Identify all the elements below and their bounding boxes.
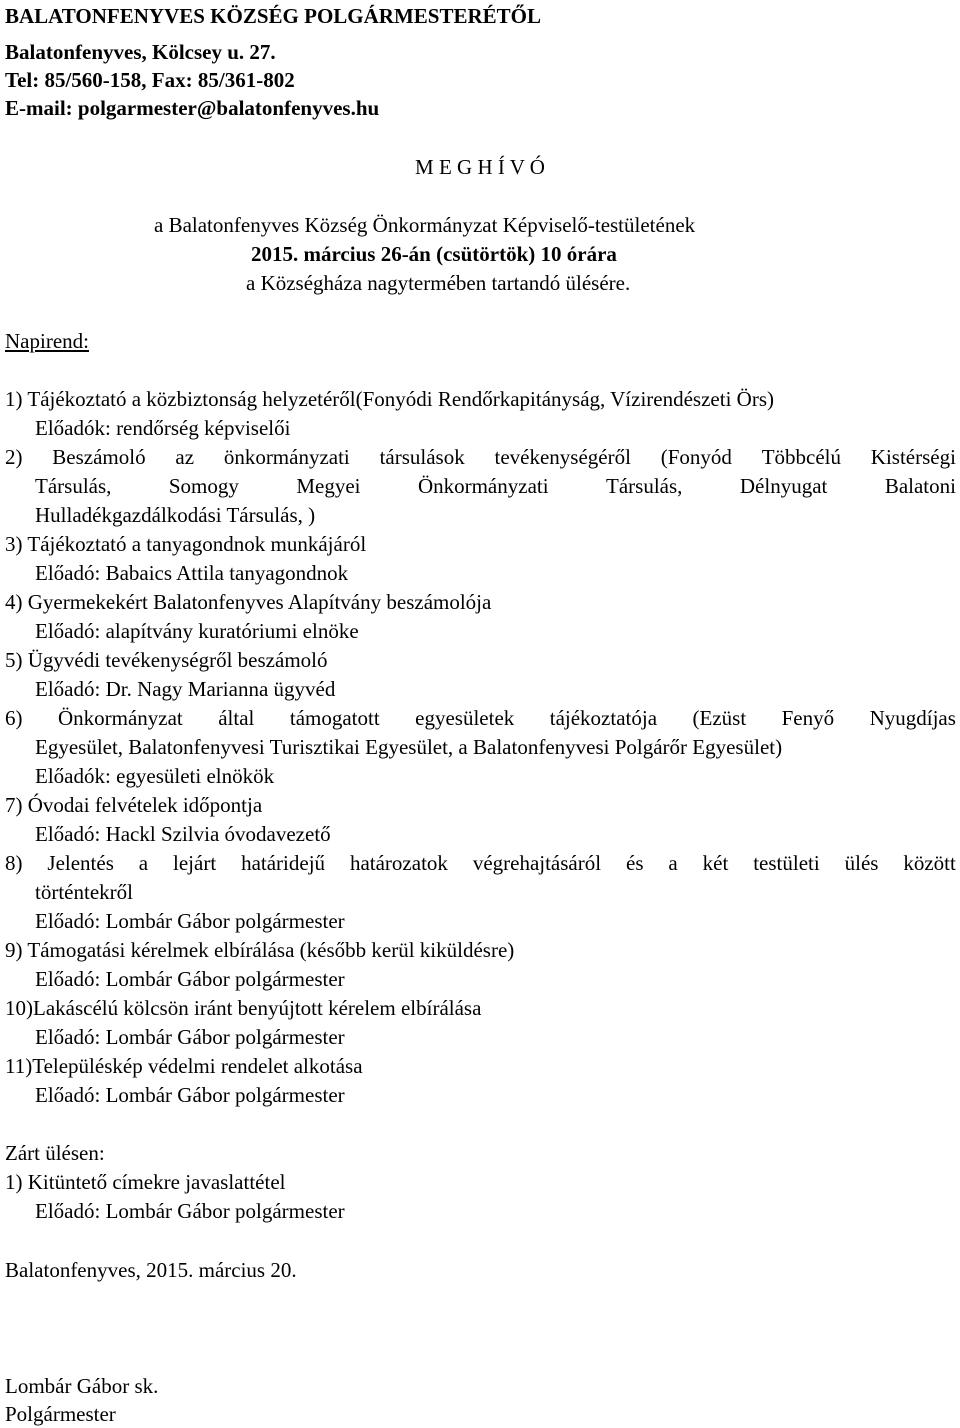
- word: 6): [5, 706, 23, 730]
- word: támogatott: [289, 706, 380, 730]
- word: Társulás,: [35, 474, 112, 498]
- word: Kistérségi: [870, 445, 956, 469]
- closed-session-label: Zárt ülésen:: [5, 1141, 105, 1165]
- intro-line-3: a Községháza nagytermében tartandó ülésére.: [246, 271, 631, 295]
- closed-item-1: 1) Kitüntető címekre javaslattétel: [5, 1170, 286, 1194]
- word: Beszámoló: [52, 445, 146, 469]
- word: az: [175, 445, 195, 469]
- signature-role: Polgármester: [5, 1402, 116, 1426]
- word: lejárt: [173, 851, 217, 875]
- word: két: [702, 851, 729, 875]
- agenda-item-10: 10)Lakáscélú kölcsön iránt benyújtott kérelem elbírálása: [5, 996, 482, 1020]
- agenda-item-2-line-2: [35, 474, 956, 498]
- word: tevékenységéről: [494, 445, 631, 469]
- agenda-item-11-presenter: Előadó: Lombár Gábor polgármester: [35, 1083, 345, 1107]
- word: 2): [5, 445, 23, 469]
- word: (Fonyód: [660, 445, 732, 469]
- word: társulások: [379, 445, 465, 469]
- word: határidejű: [241, 851, 326, 875]
- org-name: BALATONFENYVES KÖZSÉG POLGÁRMESTERÉTŐL: [5, 4, 542, 28]
- agenda-item-4-presenter: Előadó: alapítvány kuratóriumi elnöke: [35, 619, 359, 643]
- agenda-item-7: 7) Óvodai felvételek időpontja: [5, 793, 263, 817]
- agenda-item-11: 11)Településkép védelmi rendelet alkotása: [5, 1054, 363, 1078]
- word: Megyei: [296, 474, 361, 498]
- word: (Ezüst: [692, 706, 747, 730]
- word: Fenyő: [781, 706, 835, 730]
- word: a: [668, 851, 678, 875]
- word: végrehajtásáról: [472, 851, 602, 875]
- agenda-item-5-presenter: Előadó: Dr. Nagy Marianna ügyvéd: [35, 677, 336, 701]
- agenda-item-10-presenter: Előadó: Lombár Gábor polgármester: [35, 1025, 345, 1049]
- word: és: [626, 851, 644, 875]
- agenda-item-6-line-2: Egyesület, Balatonfenyvesi Turisztikai Egyesület, a Balatonfenyvesi Polgárőr Egyesület): [35, 735, 783, 759]
- agenda-item-1-presenter: Előadók: rendőrség képviselői: [35, 416, 291, 440]
- agenda-item-6-line-1: [5, 706, 956, 730]
- email: E-mail: polgarmester@balatonfenyves.hu: [5, 96, 380, 120]
- document-title: M E G H Í V Ó: [415, 155, 545, 179]
- word: Jelentés: [47, 851, 114, 875]
- agenda-item-4: 4) Gyermekekért Balatonfenyves Alapítvány beszámolója: [5, 590, 492, 614]
- word: Önkormányzat: [57, 706, 183, 730]
- agenda-item-9-presenter: Előadó: Lombár Gábor polgármester: [35, 967, 345, 991]
- word: Többcélú: [761, 445, 842, 469]
- word: Nyugdíjas: [869, 706, 956, 730]
- word: testületi: [753, 851, 820, 875]
- word: határozatok: [349, 851, 448, 875]
- address: Balatonfenyves, Kölcsey u. 27.: [5, 40, 276, 64]
- agenda-item-9: 9) Támogatási kérelmek elbírálása (később kerül kiküldésre): [5, 938, 515, 962]
- word: ülés: [844, 851, 879, 875]
- agenda-item-5: 5) Ügyvédi tevékenységről beszámoló: [5, 648, 328, 672]
- agenda-label: Napirend:: [5, 329, 89, 353]
- word: Délnyugat: [739, 474, 828, 498]
- word: Társulás,: [606, 474, 683, 498]
- date-line: Balatonfenyves, 2015. március 20.: [5, 1258, 297, 1282]
- word: között: [903, 851, 956, 875]
- word: 8): [5, 851, 23, 875]
- phone-fax: Tel: 85/560-158, Fax: 85/361-802: [5, 68, 295, 92]
- agenda-item-2-line-3: Hulladékgazdálkodási Társulás, ): [35, 503, 316, 527]
- agenda-item-8-line-2: történtekről: [35, 880, 133, 904]
- agenda-item-6-presenter: Előadók: egyesületi elnökök: [35, 764, 275, 788]
- agenda-item-2-line-1: [5, 445, 956, 469]
- word: Balatoni: [884, 474, 956, 498]
- agenda-item-1: 1) Tájékoztató a közbiztonság helyzetéről(Fonyódi Rendőrkapitányság, Vízirendészeti Örs): [5, 387, 774, 411]
- word: önkormányzati: [223, 445, 350, 469]
- word: egyesületek: [415, 706, 515, 730]
- agenda-item-8-presenter: Előadó: Lombár Gábor polgármester: [35, 909, 345, 933]
- word: Önkormányzati: [417, 474, 549, 498]
- word: a: [138, 851, 149, 875]
- intro-line-2: 2015. március 26-án (csütörtök) 10 órára: [251, 242, 617, 266]
- intro-line-1: a Balatonfenyves Község Önkormányzat Képviselő-testületének: [154, 213, 696, 237]
- agenda-item-7-presenter: Előadó: Hackl Szilvia óvodavezető: [35, 822, 331, 846]
- word: Somogy: [168, 474, 239, 498]
- word: által: [218, 706, 255, 730]
- word: tájékoztatója: [549, 706, 658, 730]
- closed-item-1-presenter: Előadó: Lombár Gábor polgármester: [35, 1199, 345, 1223]
- agenda-item-3: 3) Tájékoztató a tanyagondnok munkájáról: [5, 532, 367, 556]
- signature-name: Lombár Gábor sk.: [5, 1374, 159, 1398]
- agenda-item-3-presenter: Előadó: Babaics Attila tanyagondnok: [35, 561, 349, 585]
- agenda-item-8-line-1: [5, 851, 956, 875]
